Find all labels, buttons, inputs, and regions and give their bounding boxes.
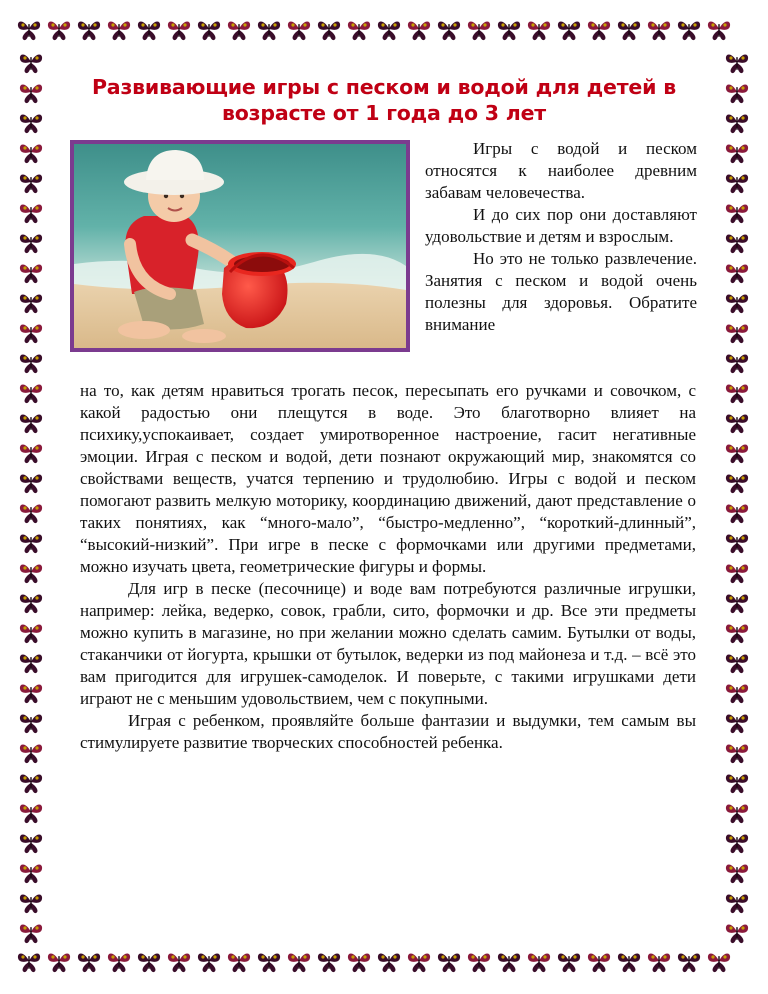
butterfly-icon [616, 17, 642, 43]
butterfly-icon [286, 949, 312, 975]
butterfly-icon [586, 17, 612, 43]
main-text [80, 380, 696, 754]
butterfly-icon [724, 530, 750, 556]
butterfly-icon [286, 17, 312, 43]
butterfly-icon [76, 17, 102, 43]
paragraph: Игры с водой и песком относятся к наиболее древним забавам человечества. [425, 139, 697, 202]
butterfly-icon [18, 410, 44, 436]
paragraph: И до сих пор они доставляют удовольствие и детям и взрослым. [425, 205, 697, 246]
butterfly-icon [256, 17, 282, 43]
paragraph: на то, как детям нравиться трогать песок, пересыпать его ручками и совочком, с какой радостью они плещутся в воде. Это благотворно влияет на психику,успокаивает, создает умиротворенное настроение, гасит негативные эмоции. Играя с песком и водой, дети познают окружающий мир, знакомятся со свойствами веществ, учатся терпению и трудолюбию. Игры с водой и песком помогают развить мелкую моторику, координацию движений, дают представление о таких понятиях, как “много-мало”, “быстро-медленно”, “короткий-длинный”, “высокий-низкий”. При игре в песке с формочками или другими предметами, можно изучать цвета, геометрические фигуры и формы. [80, 381, 696, 576]
paragraph: Играя с ребенком, проявляйте больше фантазии и выдумки, тем самым вы стимулируете развитие творческих способностей ребенка. [80, 711, 696, 752]
butterfly-icon [724, 770, 750, 796]
butterfly-icon [616, 949, 642, 975]
butterfly-icon [556, 17, 582, 43]
butterfly-icon [724, 410, 750, 436]
butterfly-icon [76, 949, 102, 975]
butterfly-icon [724, 200, 750, 226]
butterfly-icon [18, 890, 44, 916]
butterfly-icon [724, 350, 750, 376]
butterfly-icon [18, 530, 44, 556]
butterfly-icon [18, 50, 44, 76]
butterfly-icon [136, 17, 162, 43]
butterfly-icon [166, 17, 192, 43]
butterfly-icon [18, 260, 44, 286]
butterfly-icon [16, 949, 42, 975]
butterfly-icon [18, 200, 44, 226]
butterfly-icon [646, 17, 672, 43]
butterfly-icon [316, 949, 342, 975]
butterfly-icon [18, 740, 44, 766]
butterfly-icon [406, 17, 432, 43]
butterfly-icon [406, 949, 432, 975]
butterfly-icon [724, 890, 750, 916]
butterfly-icon [646, 949, 672, 975]
butterfly-icon [18, 350, 44, 376]
butterfly-icon [46, 17, 72, 43]
butterfly-icon [18, 590, 44, 616]
butterfly-icon [376, 17, 402, 43]
butterfly-icon [706, 949, 732, 975]
border-top [14, 14, 754, 48]
butterfly-icon [346, 949, 372, 975]
butterfly-icon [18, 650, 44, 676]
butterfly-icon [436, 17, 462, 43]
butterfly-icon [724, 800, 750, 826]
butterfly-icon [466, 17, 492, 43]
butterfly-icon [724, 110, 750, 136]
butterfly-icon [724, 590, 750, 616]
side-text [425, 138, 697, 336]
butterfly-icon [18, 110, 44, 136]
butterfly-icon [724, 500, 750, 526]
butterfly-icon [724, 80, 750, 106]
butterfly-icon [18, 860, 44, 886]
butterfly-icon [586, 949, 612, 975]
butterfly-icon [18, 140, 44, 166]
butterfly-icon [496, 949, 522, 975]
butterfly-icon [196, 949, 222, 975]
butterfly-icon [466, 949, 492, 975]
butterfly-icon [18, 770, 44, 796]
border-left [14, 48, 48, 946]
butterfly-icon [724, 260, 750, 286]
butterfly-icon [18, 380, 44, 406]
butterfly-icon [436, 949, 462, 975]
butterfly-icon [724, 470, 750, 496]
butterfly-icon [196, 17, 222, 43]
butterfly-icon [724, 320, 750, 346]
butterfly-icon [676, 949, 702, 975]
butterfly-icon [18, 170, 44, 196]
butterfly-icon [526, 17, 552, 43]
butterfly-icon [724, 230, 750, 256]
butterfly-icon [18, 470, 44, 496]
butterfly-icon [496, 17, 522, 43]
butterfly-icon [724, 440, 750, 466]
butterfly-icon [18, 920, 44, 946]
butterfly-icon [724, 680, 750, 706]
butterfly-icon [106, 17, 132, 43]
butterfly-icon [376, 949, 402, 975]
butterfly-icon [724, 560, 750, 586]
butterfly-icon [18, 230, 44, 256]
butterfly-icon [526, 949, 552, 975]
butterfly-icon [724, 380, 750, 406]
butterfly-icon [676, 17, 702, 43]
butterfly-icon [724, 50, 750, 76]
butterfly-icon [18, 710, 44, 736]
child-playing-with-bucket-on-beach-photo [74, 144, 406, 348]
child-photo [70, 140, 410, 352]
butterfly-icon [724, 920, 750, 946]
butterfly-icon [106, 949, 132, 975]
butterfly-icon [166, 949, 192, 975]
butterfly-icon [724, 860, 750, 886]
butterfly-icon [724, 170, 750, 196]
butterfly-icon [226, 949, 252, 975]
butterfly-icon [724, 740, 750, 766]
border-bottom [14, 946, 754, 980]
butterfly-icon [16, 17, 42, 43]
paragraph: Но это не только развлечение. Занятия с песком и водой очень полезны для здоровья. Обратите внимание [425, 249, 697, 334]
butterfly-icon [18, 500, 44, 526]
butterfly-icon [556, 949, 582, 975]
butterfly-icon [706, 17, 732, 43]
butterfly-icon [46, 949, 72, 975]
paragraph: Для игр в песке (песочнице) и воде вам потребуются различные игрушки, например: лейка, ведерко, совок, грабли, сито, формочки и др. Все эти предметы можно купить в магазине, но при желании можно сделать самим. Бутылки от воды, стаканчики от йогурта, крышки от бутылок, ведерки из под майонеза и т.д. – всё это вам пригодится для игрушек-самоделок. И поверьте, с такими игрушками дети играют не с меньшим удовольствием, чем с покупными. [80, 579, 696, 708]
butterfly-icon [18, 620, 44, 646]
butterfly-icon [136, 949, 162, 975]
butterfly-icon [724, 650, 750, 676]
butterfly-icon [724, 290, 750, 316]
border-right [720, 48, 754, 946]
butterfly-icon [18, 440, 44, 466]
butterfly-icon [18, 830, 44, 856]
butterfly-icon [316, 17, 342, 43]
butterfly-icon [18, 800, 44, 826]
butterfly-icon [18, 320, 44, 346]
butterfly-icon [256, 949, 282, 975]
butterfly-icon [18, 80, 44, 106]
butterfly-icon [18, 290, 44, 316]
page-title: Развивающие игры с песком и водой для детей в возрасте от 1 года до 3 лет [91, 74, 677, 125]
butterfly-icon [18, 560, 44, 586]
butterfly-icon [724, 620, 750, 646]
butterfly-icon [724, 140, 750, 166]
butterfly-icon [18, 680, 44, 706]
butterfly-icon [346, 17, 372, 43]
butterfly-icon [226, 17, 252, 43]
butterfly-icon [724, 830, 750, 856]
butterfly-icon [724, 710, 750, 736]
